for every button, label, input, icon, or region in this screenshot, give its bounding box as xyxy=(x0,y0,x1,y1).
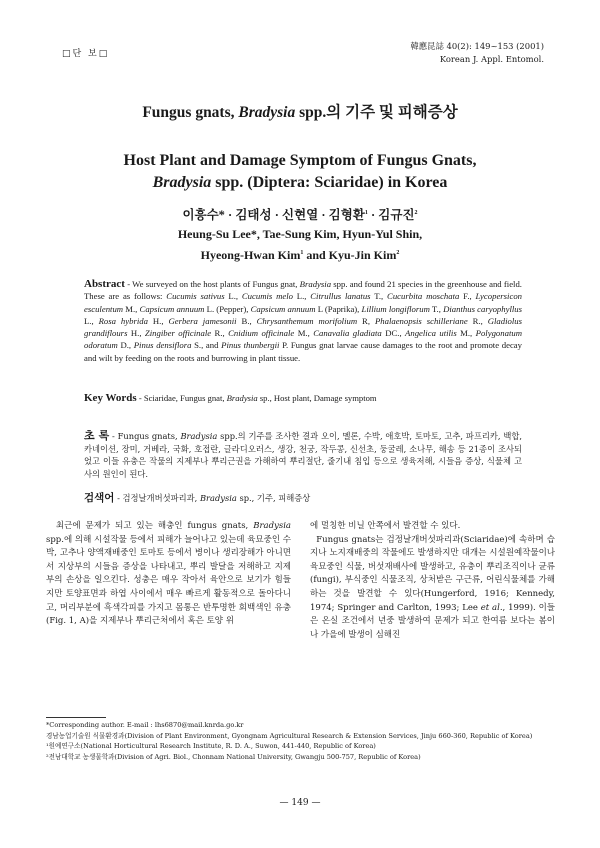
abstract xyxy=(84,278,522,364)
korean-keywords xyxy=(84,490,522,505)
authors-korean-last: · 김규진 xyxy=(367,208,415,223)
korean-abstract-text: - Fungus gnats, xyxy=(109,431,181,441)
korean-abstract-text: spp.의 기주를 조사한 결과 오이, 멜론, 수박, 애호박, 토마토, 고추, 파프리카, 백합, 카네이션, 장미, 거베라, 국화, 호접란, 글라디오러스, 생강, 천궁, 작두콩, 신선초, 둥굴레, 소나무, 해송 등 21종이 조사되었고 이들 유충은 작물의 지제부나 뿌리근권을 가해하여 뿌리절단, 줄기내 침입 등으로 생육저해, 시들음 증상, 식물체 고사의 원인이 된다. xyxy=(84,431,522,479)
abstract-species: Gladiolus grandiflours xyxy=(84,315,523,339)
abstract-species: Pinus thunbergii xyxy=(221,340,280,351)
authors-english-line2 xyxy=(0,244,600,265)
abstract-species: Cucurbita moschata xyxy=(387,291,460,302)
section-label: □단 보□ xyxy=(62,49,110,59)
title-english-genus: Bradysia xyxy=(152,174,212,191)
footnote-divider xyxy=(46,717,106,718)
abstract-species: Gerbera jamesonii xyxy=(168,315,237,326)
body-column-left xyxy=(46,520,291,629)
abstract-species: Bradysia xyxy=(299,279,332,289)
abstract-text: S., and xyxy=(191,340,222,351)
title-korean xyxy=(0,100,600,122)
abstract-text: L., xyxy=(293,291,311,302)
abstract-text: - We surveyed on the host plants of Fungus gnat, xyxy=(124,279,300,289)
title-korean-genus: Bradysia xyxy=(238,104,296,121)
journal-citation-line1: 韓應昆誌 40(2): 149~153 (2001) xyxy=(410,41,544,51)
abstract-species: Rosa hybrida xyxy=(98,315,148,326)
body-right-text: ., 1999). 이들은 온실 조건에서 년중 발생하여 문제가 되고 한여름 보다는 봄이나 가을에 발생이 심해진 xyxy=(310,602,555,640)
abstract-text: R., xyxy=(467,315,488,326)
abstract-species: Lillium longiflorum xyxy=(361,303,430,314)
abstract-text: T., xyxy=(370,291,388,302)
abstract-text: R, xyxy=(357,315,375,326)
title-english-line1: Host Plant and Damage Symptom of Fungus Gnats, xyxy=(123,152,477,169)
korean-keywords-text: - 검정날개버섯파리과, xyxy=(114,493,200,503)
key-words xyxy=(84,392,522,404)
authors-korean-sup1: 1 xyxy=(364,210,368,216)
korean-abstract-genus: Bradysia xyxy=(180,431,218,441)
abstract-text: L (Paprika), xyxy=(315,303,362,314)
abstract-label: Abstract xyxy=(84,278,125,290)
abstract-species: Angelica utilis xyxy=(405,328,457,339)
footnote-corresponding: *Corresponding author. E-mail : lhs6870@mail.knrda.go.kr xyxy=(46,721,244,729)
abstract-text: P. Fungus gnat larvae cause damages to the root and promote decay and wilt by feeding on the roots and burrowing in plant tissue. xyxy=(84,340,522,363)
korean-abstract xyxy=(84,430,522,480)
footnote-affiliation-1: ¹원예연구소(National Horticultural Research Institute, R. D. A., Suwon, 441-440, Republic of Korea) xyxy=(46,742,376,751)
key-words-genus: Bradysia xyxy=(226,393,258,403)
abstract-text: B., xyxy=(236,315,257,326)
title-korean-post: spp.의 기주 및 피해증상 xyxy=(295,104,458,121)
abstract-species: Capsicum annuum xyxy=(139,303,205,314)
authors-english-sup1: 1 xyxy=(300,250,304,257)
key-words-text: sp., Host plant, Damage symptom xyxy=(257,393,377,403)
abstract-species: Canavalia gladiata xyxy=(313,328,382,339)
abstract-text: DC., xyxy=(381,328,406,339)
body-left-text: spp.에 의해 시설작물 등에서 피해가 늘어나고 있는데 육묘중인 수박, 고추나 양액재배중인 토마토 등에서 병이나 생리장해가 아니면서 지상부의 시들음 증상을 나타내고, 뿌리 발달을 저해하고 지제부의 손상을 일으킨다. 성충은 매우 작아서 육안으로 보기가 힘들지만 토양표면과 하엽 사이에서 매우 빠르게 활동적으로 돌아다니고, 머리부분에 흑색각피를 가지고 몸통은 반투명한 회백색인 유충(Fig. 1, A)을 지제부나 뿌리근처에서 혹은 토양 위 xyxy=(46,534,291,627)
abstract-species: Polygonatum odoratum xyxy=(84,328,522,351)
abstract-species: Zingiber officinale xyxy=(144,328,212,339)
key-words-text: - Sciaridae, Fungus gnat, xyxy=(136,393,227,403)
title-english-line2 xyxy=(0,172,600,194)
abstract-text: M., xyxy=(456,328,476,339)
body-left-genus: Bradysia xyxy=(253,521,291,531)
abstract-species: Citrullus lanatus xyxy=(310,291,371,302)
abstract-text: H., xyxy=(147,315,169,326)
abstract-text: spp. and found 21 species in the greenhouse and field. These are as follows: xyxy=(84,279,522,302)
authors xyxy=(0,204,600,265)
journal-citation-line2: Korean J. Appl. Entomol. xyxy=(439,54,544,64)
abstract-text: L., xyxy=(224,291,242,302)
abstract-text: T., xyxy=(429,303,444,314)
abstract-species: Cucumis sativus xyxy=(166,291,225,302)
title-korean-pre: Fungus gnats, xyxy=(142,104,239,121)
korean-keywords-genus: Bradysia xyxy=(199,493,237,503)
abstract-species: Lycopersicon esculentum xyxy=(84,291,523,314)
page-number: — 149 — xyxy=(279,798,321,808)
body-right-text: Fungus gnats는 검정날개버섯파리과(Sciaridae)에 속하며 습지나 노지재배중의 작물에도 발생하지만 대개는 시설원예작물이나 육묘중인 식물, 버섯재배사에 발생하고, 유충이 뿌리조직이나 균류(fungi), 부식중인 식물조직, 상처받은 구근류, 어린식물체를 가해하는 것을 발견할 수 있다(Hungerford, 1916; Kennedy, 1974; Springer and Carlton, 1993; Lee xyxy=(310,534,556,613)
body-right-p2 xyxy=(310,534,555,643)
authors-korean-sup2: 2 xyxy=(414,210,418,216)
abstract-species: Cnidium officinale xyxy=(228,328,295,339)
abstract-species: Phalaenopsis schilleriane xyxy=(374,315,468,326)
korean-keywords-text: sp., 기주, 피해증상 xyxy=(236,493,311,503)
abstract-species: Dianthus caryophyllus xyxy=(443,303,523,314)
authors-english-line1: Heung-Su Lee*, Tae-Sung Kim, Hyun-Yul Shin, xyxy=(177,227,423,242)
body-right-etal: et al xyxy=(480,602,500,613)
korean-abstract-label: 초 록 xyxy=(84,429,110,442)
body-left-text: 최근에 문제가 되고 있는 해충인 fungus gnats, xyxy=(55,521,254,531)
abstract-species: Pinus densiflora xyxy=(133,340,192,351)
abstract-text: L. (Pepper), xyxy=(204,303,251,314)
journal-citation xyxy=(410,40,544,66)
authors-english-a: Hyeong-Hwan Kim xyxy=(200,248,301,263)
authors-korean-names: 이흥수* · 김태성 · 신현열 · 김형환 xyxy=(182,208,365,223)
footnote-affiliation-2: ²전남대학교 농생물학과(Division of Agri. Biol., Chonnam National University, Gwangju 500-757, Republic of Korea) xyxy=(46,752,421,761)
abstract-species: Chrysanthemum morifolium xyxy=(256,315,358,326)
footnote-affiliation: 경남농업기술원 식물환경과(Division of Plant Environment, Gyongnam Agricultural Research & Extension Services, Jinju 660-360, Republic of Korea) xyxy=(46,731,533,740)
title-english-line2-post: spp. (Diptera: Sciaridae) in Korea xyxy=(211,174,448,191)
authors-korean xyxy=(0,204,600,225)
abstract-text: M., xyxy=(123,303,140,314)
authors-english-sup2: 2 xyxy=(396,250,400,257)
title-english xyxy=(0,150,600,194)
abstract-text: F., xyxy=(459,291,476,302)
abstract-text: M., xyxy=(294,328,314,339)
body-right-p1: 에 멀칭한 비닐 안쪽에서 발견할 수 있다. xyxy=(310,521,461,531)
abstract-text: H., xyxy=(127,328,145,339)
abstract-species: Cucumis melo xyxy=(241,291,293,302)
key-words-label: Key Words xyxy=(84,392,137,404)
korean-keywords-label: 검색어 xyxy=(84,492,115,504)
abstract-text: R., xyxy=(211,328,229,339)
footnotes xyxy=(46,720,566,762)
authors-english-b: and Kyu-Jin Kim xyxy=(303,248,397,263)
abstract-text: D., xyxy=(117,340,134,351)
abstract-species: Capsicum annuum xyxy=(250,303,316,314)
abstract-text: L., xyxy=(84,315,99,326)
body-column-right xyxy=(310,520,555,642)
